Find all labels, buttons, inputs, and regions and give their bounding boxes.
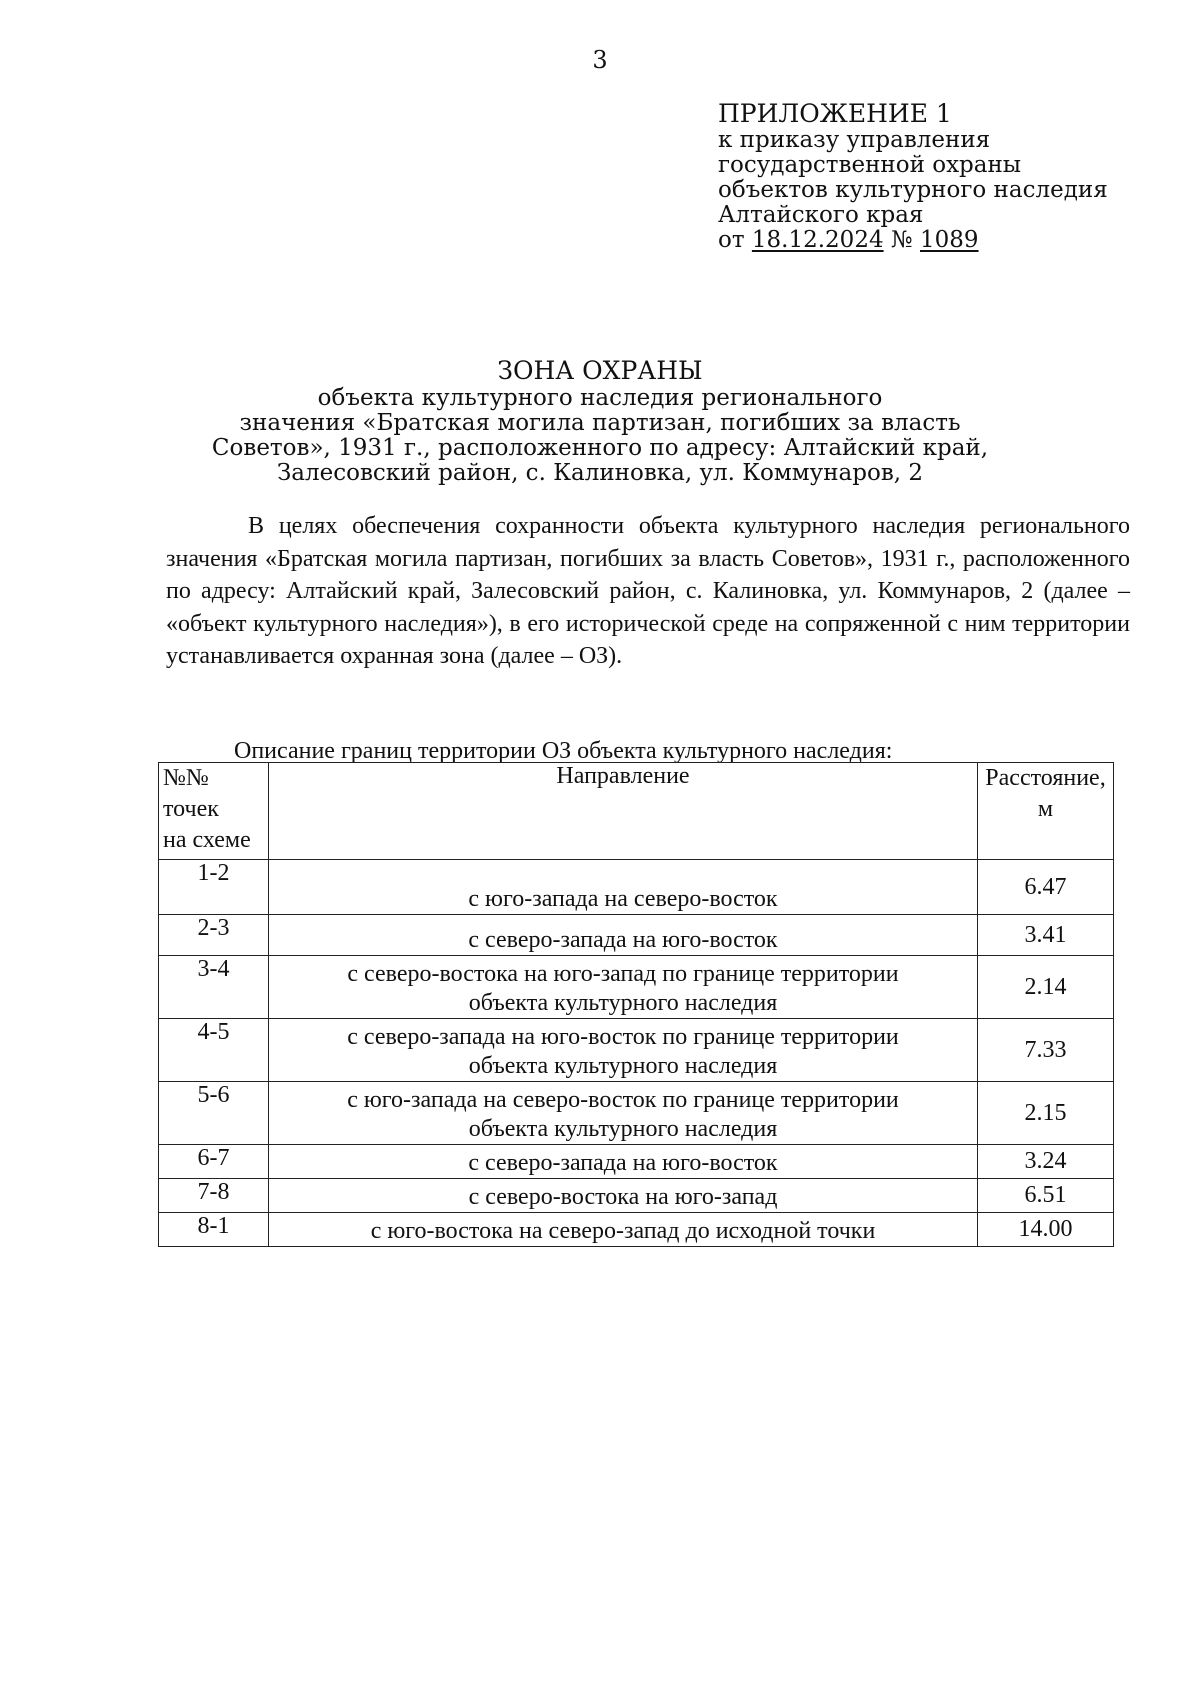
- page-number: 3: [592, 46, 608, 74]
- zone-line: объекта культурного наследия регионального: [317, 385, 883, 411]
- appendix-line: Алтайского края: [718, 202, 924, 228]
- appendix-block: [718, 100, 1158, 253]
- date-prefix: от: [718, 227, 745, 253]
- direction-line: с северо-востока на юго-запад: [468, 1184, 778, 1210]
- cell-points: 5-6: [159, 1082, 269, 1145]
- direction-line: с юго-востока на северо-запад до исходной точки: [370, 1218, 876, 1244]
- table-caption: Описание границ территории ОЗ объекта культурного наследия:: [234, 738, 893, 764]
- header-points: [159, 763, 269, 860]
- cell-direction: [269, 1179, 978, 1213]
- table-row: [159, 956, 1114, 1019]
- cell-points: 8-1: [159, 1213, 269, 1247]
- cell-points: 2-3: [159, 915, 269, 956]
- cell-points: 7-8: [159, 1179, 269, 1213]
- cell-points: 6-7: [159, 1145, 269, 1179]
- table-row: [159, 860, 1114, 915]
- cell-distance: 3.41: [978, 915, 1114, 956]
- cell-distance: 14.00: [978, 1213, 1114, 1247]
- zone-title-block: [0, 356, 1200, 486]
- cell-direction: [269, 860, 978, 915]
- body-paragraph: В целях обеспечения сохранности объекта культурного наследия регионального значения «Братская могила партизан, погибших за власть Советов», 1931 г., расположенного по адресу: Алтайский край, Залесовский район, с. Калиновка, ул. Коммунаров, 2 (далее – «объект культурного наследия»), в его исторической среде на сопряженной с ним территории устанавливается охранная зона (далее – ОЗ).: [166, 513, 1130, 669]
- cell-points: 3-4: [159, 956, 269, 1019]
- direction-line: объекта культурного наследия: [468, 1116, 778, 1142]
- zone-line: значения «Братская могила партизан, погибших за власть: [239, 410, 961, 436]
- boundary-table: [158, 762, 1114, 1247]
- header-points-line: точек: [163, 796, 219, 822]
- header-distance: [978, 763, 1114, 860]
- cell-points: 1-2: [159, 860, 269, 915]
- header-direction: Направление: [269, 763, 978, 860]
- cell-distance: 2.15: [978, 1082, 1114, 1145]
- direction-line: объекта культурного наследия: [468, 1053, 778, 1079]
- direction-line: с северо-запада на юго-восток: [468, 927, 778, 953]
- appendix-line: объектов культурного наследия: [718, 177, 1108, 203]
- header-distance-line: Расстояние,: [985, 765, 1106, 791]
- zone-line: Залесовский район, с. Калиновка, ул. Коммунаров, 2: [276, 460, 924, 486]
- cell-direction: [269, 956, 978, 1019]
- table-row: [159, 1179, 1114, 1213]
- direction-line: с северо-запада на юго-восток по границе территории: [347, 1024, 899, 1050]
- zone-line: Советов», 1931 г., расположенного по адресу: Алтайский край,: [211, 435, 989, 461]
- cell-distance: 2.14: [978, 956, 1114, 1019]
- cell-distance: 6.47: [978, 860, 1114, 915]
- cell-direction: [269, 1082, 978, 1145]
- direction-line: с юго-запада на северо-восток по границе территории: [347, 1087, 899, 1113]
- appendix-line: государственной охраны: [718, 152, 1022, 178]
- table-row: [159, 1082, 1114, 1145]
- table-row: [159, 1019, 1114, 1082]
- direction-line: объекта культурного наследия: [468, 990, 778, 1016]
- table-row: [159, 1145, 1114, 1179]
- cell-distance: 7.33: [978, 1019, 1114, 1082]
- order-date: 18.12.2024: [751, 227, 884, 253]
- cell-direction: [269, 1213, 978, 1247]
- table-row: [159, 1213, 1114, 1247]
- cell-direction: [269, 915, 978, 956]
- cell-direction: [269, 1145, 978, 1179]
- appendix-title: ПРИЛОЖЕНИЕ 1: [718, 99, 952, 128]
- order-number: 1089: [919, 227, 979, 253]
- appendix-line: к приказу управления: [718, 127, 991, 153]
- direction-line: с северо-востока на юго-запад по границе территории: [347, 961, 899, 987]
- header-distance-line: м: [1037, 796, 1054, 822]
- cell-direction: [269, 1019, 978, 1082]
- header-points-line: №№: [163, 765, 209, 791]
- cell-distance: 6.51: [978, 1179, 1114, 1213]
- number-prefix: №: [890, 227, 913, 253]
- cell-points: 4-5: [159, 1019, 269, 1082]
- header-points-line: на схеме: [163, 827, 251, 853]
- cell-distance: 3.24: [978, 1145, 1114, 1179]
- zone-heading: ЗОНА ОХРАНЫ: [497, 356, 703, 385]
- direction-line: с северо-запада на юго-восток: [468, 1150, 778, 1176]
- table-row: [159, 915, 1114, 956]
- table-header-row: [159, 763, 1114, 860]
- direction-line: с юго-запада на северо-восток: [468, 886, 778, 912]
- appendix-date-line: [718, 228, 1158, 253]
